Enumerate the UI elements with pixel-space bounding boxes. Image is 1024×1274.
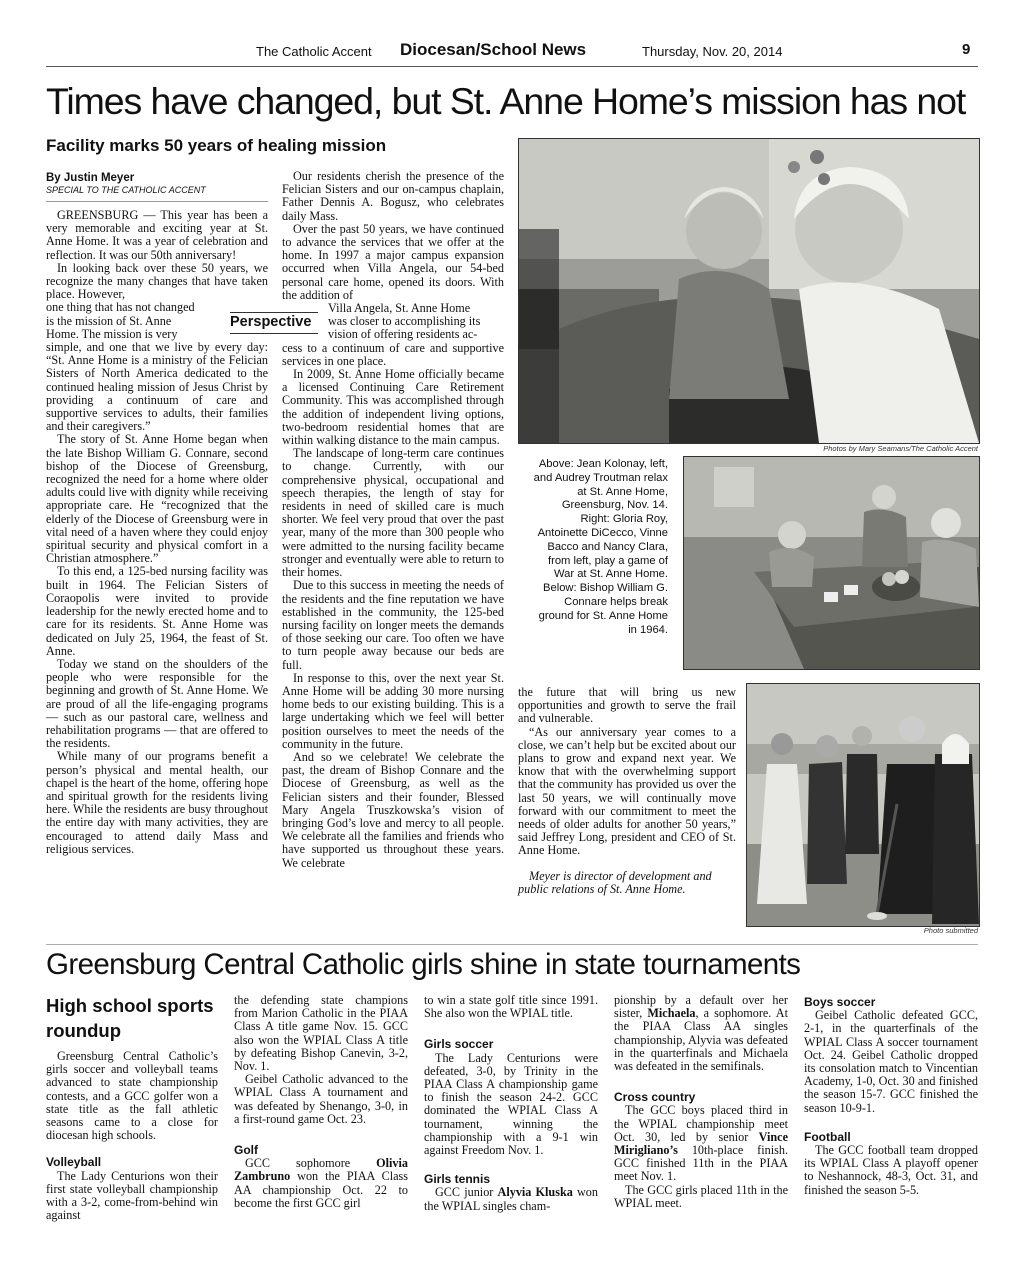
paragraph-line: one thing that has not changed <box>46 300 195 315</box>
paragraph <box>614 1104 788 1183</box>
article-headline: Times have changed, but St. Anne Home’s mission has not <box>46 80 966 122</box>
paragraph: The Lady Centurions won their first state volleyball championship with a 3-2, come-from-behind win against <box>46 1168 218 1223</box>
paragraph: the defending state champions from Marion Catholic in the PIAA Class A title game Nov. 15. GCC also won the WPIAL Class A title by defeating Bishop Canevin, 3-2, Nov. 1. <box>234 993 408 1074</box>
photo-credit: Photos by Mary Seamans/The Catholic Accent <box>823 444 978 453</box>
sports-column-2 <box>234 994 408 1210</box>
paragraph: To this end, a 125-bed nursing facility was built in 1964. The Felician Sisters of Coraopolis were invited to provide leadership for the newly erected home and to care for its residents. St. Anne Home was dedicated on July 25, 1964, the feast of St. Anne. <box>46 564 268 658</box>
subhead-volleyball: Volleyball <box>46 1155 102 1170</box>
article-column-1 <box>46 209 268 856</box>
sports-kicker: High school sports roundup <box>46 995 214 1041</box>
text-run: GCC sophomore <box>245 1156 377 1171</box>
paragraph: The story of St. Anne Home began when the late Bishop William G. Connare, second bishop of the Diocese of Greensburg, recognized the need for a home where older adults could live with dignity while receiving appropriate care. He “recognized that the elderly of the Diocese of Greensburg were in vital need of a haven where they could enjoy spiritual security and physical comfort in a Christian atmosphere.” <box>46 432 268 566</box>
sports-column-3 <box>424 994 598 1213</box>
text-run: GCC junior <box>435 1185 498 1200</box>
subhead-girls-tennis: Girls tennis <box>424 1172 491 1187</box>
photo-residents-relaxing-image <box>519 139 979 443</box>
paragraph: cess to a continuum of care and supportive services in one place. <box>282 340 504 368</box>
page-number: 9 <box>962 41 971 58</box>
publication-name: The Catholic Accent <box>256 44 372 59</box>
subhead-golf: Golf <box>234 1143 258 1158</box>
photo-caption: Above: Jean Kolonay, left, and Audrey Troutman relax at St. Anne Home, Greensburg, Nov. 14. Right: Gloria Roy, Antoinette DiCecco, Vinne Bacco and Nancy Clara, from left, play a game of War at St. Anne Home. Below: Bishop William G. Connare helps break ground for St. Anne Home in 1964. <box>533 458 668 636</box>
photo-groundbreaking <box>746 683 980 927</box>
section-rule <box>46 944 978 945</box>
section-title: Diocesan/School News <box>400 40 587 59</box>
paragraph: The GCC girls placed 11th in the WPIAL meet. <box>614 1182 788 1210</box>
paragraph: In 2009, St. Anne Home officially became a licensed Continuing Care Retirement Community. This was accomplished through the addition of independent living options, two-bedroom residential homes that are within walking distance to the main campus. <box>282 367 504 448</box>
paragraph: Geibel Catholic defeated GCC, 2-1, in the quarterfinals of the WPIAL Class A soccer tournament Oct. 24. Geibel Catholic dropped its consolation match to Vincentian Academy, 1-0, Oct. 30 and finished the season 15-7. GCC finished the season 10-9-1. <box>804 1008 978 1115</box>
sports-column-1 <box>46 1050 218 1222</box>
byline-affiliation: SPECIAL TO THE CATHOLIC ACCENT <box>46 185 206 195</box>
paragraph: the future that will bring us new opportunities and growth to serve the frail and vulnerable. <box>518 685 736 726</box>
subhead-girls-soccer: Girls soccer <box>424 1037 494 1052</box>
byline: By Justin Meyer <box>46 172 135 184</box>
paragraph: “As our anniversary year comes to a close, we can’t help but be excited about our plans to grow and expand next year. We know that with the overwhelming support that the community has provided us over the last 50 years, we will continually move forward with our commitment to meet the needs of older adults for another 50 years,” said Jeffrey Long, president and CEO of St. Anne Home. <box>518 724 736 858</box>
text-run: , a sophomore. At the PIAA Class AA singles championship, Alyvia was defeated in the quarterfinals and Michaela was defeated in the semifinals. <box>614 1006 788 1074</box>
paragraph: The Lady Centurions were defeated, 3-0, by Trinity in the PIAA Class A championship game to finish the season 24-2. GCC dominated the WPIAL Class A tournament, winning the championship with a 9-1 win against Freedom Nov. 1. <box>424 1050 598 1158</box>
paragraph: And so we celebrate! We celebrate the past, the dream of Bishop Connare and the Diocese of Greensburg, as well as the Felician sisters and their founder, Blessed Mary Angela Truszkowska’s vision of bringing God’s love and mercy to all people. We celebrate all the families and friends who have supported us throughout these years. We celebrate <box>282 749 504 870</box>
paragraph: simple, and one that we live by every day: “St. Anne Home is a ministry of the Felician Sisters of North America dedicated to the continued healing mission of Jesus Christ by providing a continuum of care and supportive services to adults, their families and their caregivers.” <box>46 340 268 434</box>
sports-headline: Greensburg Central Catholic girls shine in state tournaments <box>46 948 801 981</box>
issue-date: Thursday, Nov. 20, 2014 <box>642 44 783 59</box>
text-run: The GCC boys placed third in the WPIAL championship meet Oct. 30, led by senior <box>614 1103 788 1144</box>
paragraph: to win a state golf title since 1991. She also won the WPIAL title. <box>424 993 598 1021</box>
sports-column-4 <box>614 994 788 1210</box>
photo-card-game-image <box>684 457 979 669</box>
photo-groundbreaking-image <box>747 684 979 926</box>
paragraph-line: Home. The mission is very <box>46 326 178 341</box>
athlete-name: Olivia Zambruno <box>234 1156 408 1184</box>
paragraph: In response to this, over the next year St. Anne Home will be adding 30 more nursing home beds to our existing building. This is a large undertaking which we feel will better position ourselves to meet the needs of the community in the future. <box>282 670 504 751</box>
text-run: won the WPIAL singles cham- <box>424 1185 598 1213</box>
paragraph-line: is the mission of St. Anne <box>46 313 172 328</box>
subhead-cross-country: Cross country <box>614 1090 696 1105</box>
subhead-boys-soccer: Boys soccer <box>804 995 876 1009</box>
paragraph: While many of our programs benefit a person’s physical and mental health, our chapel is the heart of the home, offering hope and spiritual growth for the residents living here. While the residents are busy throughout the entire day with many activities, they are encouraged to attend daily Mass and religious services. <box>46 749 268 856</box>
paragraph <box>614 994 788 1073</box>
paragraph: Today we stand on the shoulders of the people who were responsible for the beginning and growth of St. Anne Home. We are proud of all the life-engaging programs — such as our pastoral care, wellness and rehabilitation programs — that are offered to the residents. <box>46 656 268 751</box>
paragraph: The landscape of long-term care continues to change. Currently, with our comprehensive physical, occupational and speech therapies, the length of stay for residents in need of skilled care is much shorter. We feel very proud that over the past year, many of the more than 300 people who were admitted to the nursing facility became stronger and eventually were able to return to their homes. <box>282 446 504 580</box>
paragraph: In looking back over these 50 years, we recognize the many changes that have taken place. However, <box>46 260 268 302</box>
paragraph: Geibel Catholic advanced to the WPIAL Class A tournament and was defeated by Shenango, 3-0, in a first-round game Oct. 23. <box>234 1072 408 1126</box>
athlete-name: Michaela <box>647 1006 696 1021</box>
paragraph-line: vision of offering residents ac- <box>328 327 478 342</box>
article-column-2 <box>282 170 504 870</box>
byline-rule <box>46 201 268 202</box>
article-column-3 <box>518 686 736 896</box>
paragraph-line: Villa Angela, St. Anne Home <box>328 301 471 316</box>
subhead-football: Football <box>804 1129 851 1144</box>
paragraph-line: was closer to accomplishing its <box>328 314 481 329</box>
sports-column-5 <box>804 996 978 1197</box>
paragraph: Over the past 50 years, we have continued to advance the services that we offer at the home. In 1997 a major campus expansion occurred when Villa Angela, our 54-bed personal care home, opened its doors. With the addition of <box>282 221 504 302</box>
paragraph: GREENSBURG — This year has been a very memorable and exciting year at St. Anne Home. It was a year of celebration and reflection. It was our 50th anniversary! <box>46 208 268 262</box>
athlete-name: Vince Mirigliano’s <box>614 1129 788 1158</box>
paragraph: Greensburg Central Catholic’s girls soccer and volleyball teams advanced to state championship contests, and a GCC golfer won a state title as the fall athletic seasons came to a close for diocesan high schools. <box>46 1049 218 1143</box>
athlete-name: Alyvia Kluska <box>497 1185 573 1200</box>
text-run: pionship by a default over her sister, <box>614 993 788 1021</box>
paragraph: The GCC football team dropped its WPIAL Class A playoff opener to Neshannock, 48-3, Oct. 31, and finished the season 5-5. <box>804 1143 978 1197</box>
photo-residents-relaxing <box>518 138 980 444</box>
paragraph: Our residents cherish the presence of the Felician Sisters and our on-campus chaplain, Father Dennis A. Bogusz, who celebrates daily Mass. <box>282 169 504 223</box>
paragraph <box>234 1157 408 1210</box>
photo-card-game <box>683 456 980 670</box>
paragraph: Due to this success in meeting the needs of the residents and the fine reputation we have established in the community, the 125-bed nursing facility on longer meets the demands of those seeking our care. Too often we have to turn people away because our beds are full. <box>282 578 504 672</box>
photo-credit: Photo submitted <box>923 926 978 935</box>
author-bio: Meyer is director of development and public relations of St. Anne Home. <box>518 868 712 896</box>
article-subhead: Facility marks 50 years of healing mission <box>46 136 387 155</box>
paragraph <box>424 1186 598 1212</box>
header-rule <box>46 66 978 67</box>
perspective-label: Perspective <box>230 314 312 330</box>
text-run: won the PIAA Class AA championship Oct. 22 to become the first GCC girl <box>234 1169 408 1210</box>
text-run: 10th-place finish. GCC finished 11th in the PIAA meet Nov. 1. <box>614 1143 788 1184</box>
